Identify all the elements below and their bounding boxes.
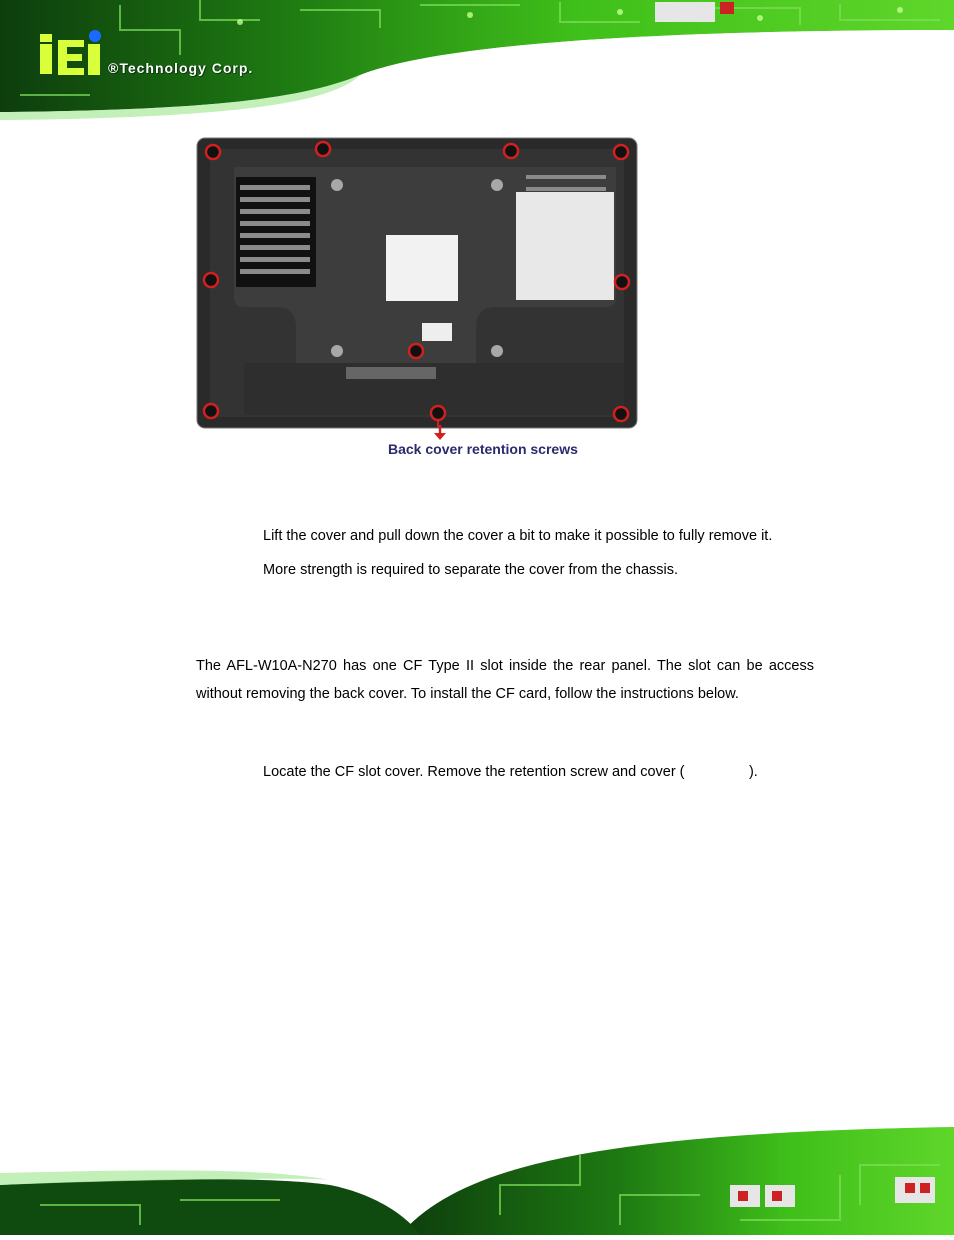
step-strength-note: More strength is required to separate the cover from the chassis. (263, 562, 679, 578)
figure-caption: Back cover retention screws (388, 441, 578, 457)
pcb-footer-graphic (0, 1125, 954, 1235)
back-panel-photo (196, 137, 638, 429)
step-lift-cover: Lift the cover and pull down the cover a bit to make it possible to fully remove it. (263, 528, 773, 544)
step-locate-cf-slot: Locate the CF slot cover. Remove the retention screw and cover ( ). (263, 764, 758, 780)
page-footer (0, 1125, 954, 1235)
cf-slot-paragraph: The AFL-W10A-N270 has one CF Type II slot inside the rear panel. The slot can be access without removing the back cover. To install the CF card, follow the instructions below. (196, 658, 814, 702)
page-header (0, 0, 954, 120)
brand-name: ®Technology Corp. (108, 60, 254, 76)
arrow-down-icon (432, 425, 448, 441)
